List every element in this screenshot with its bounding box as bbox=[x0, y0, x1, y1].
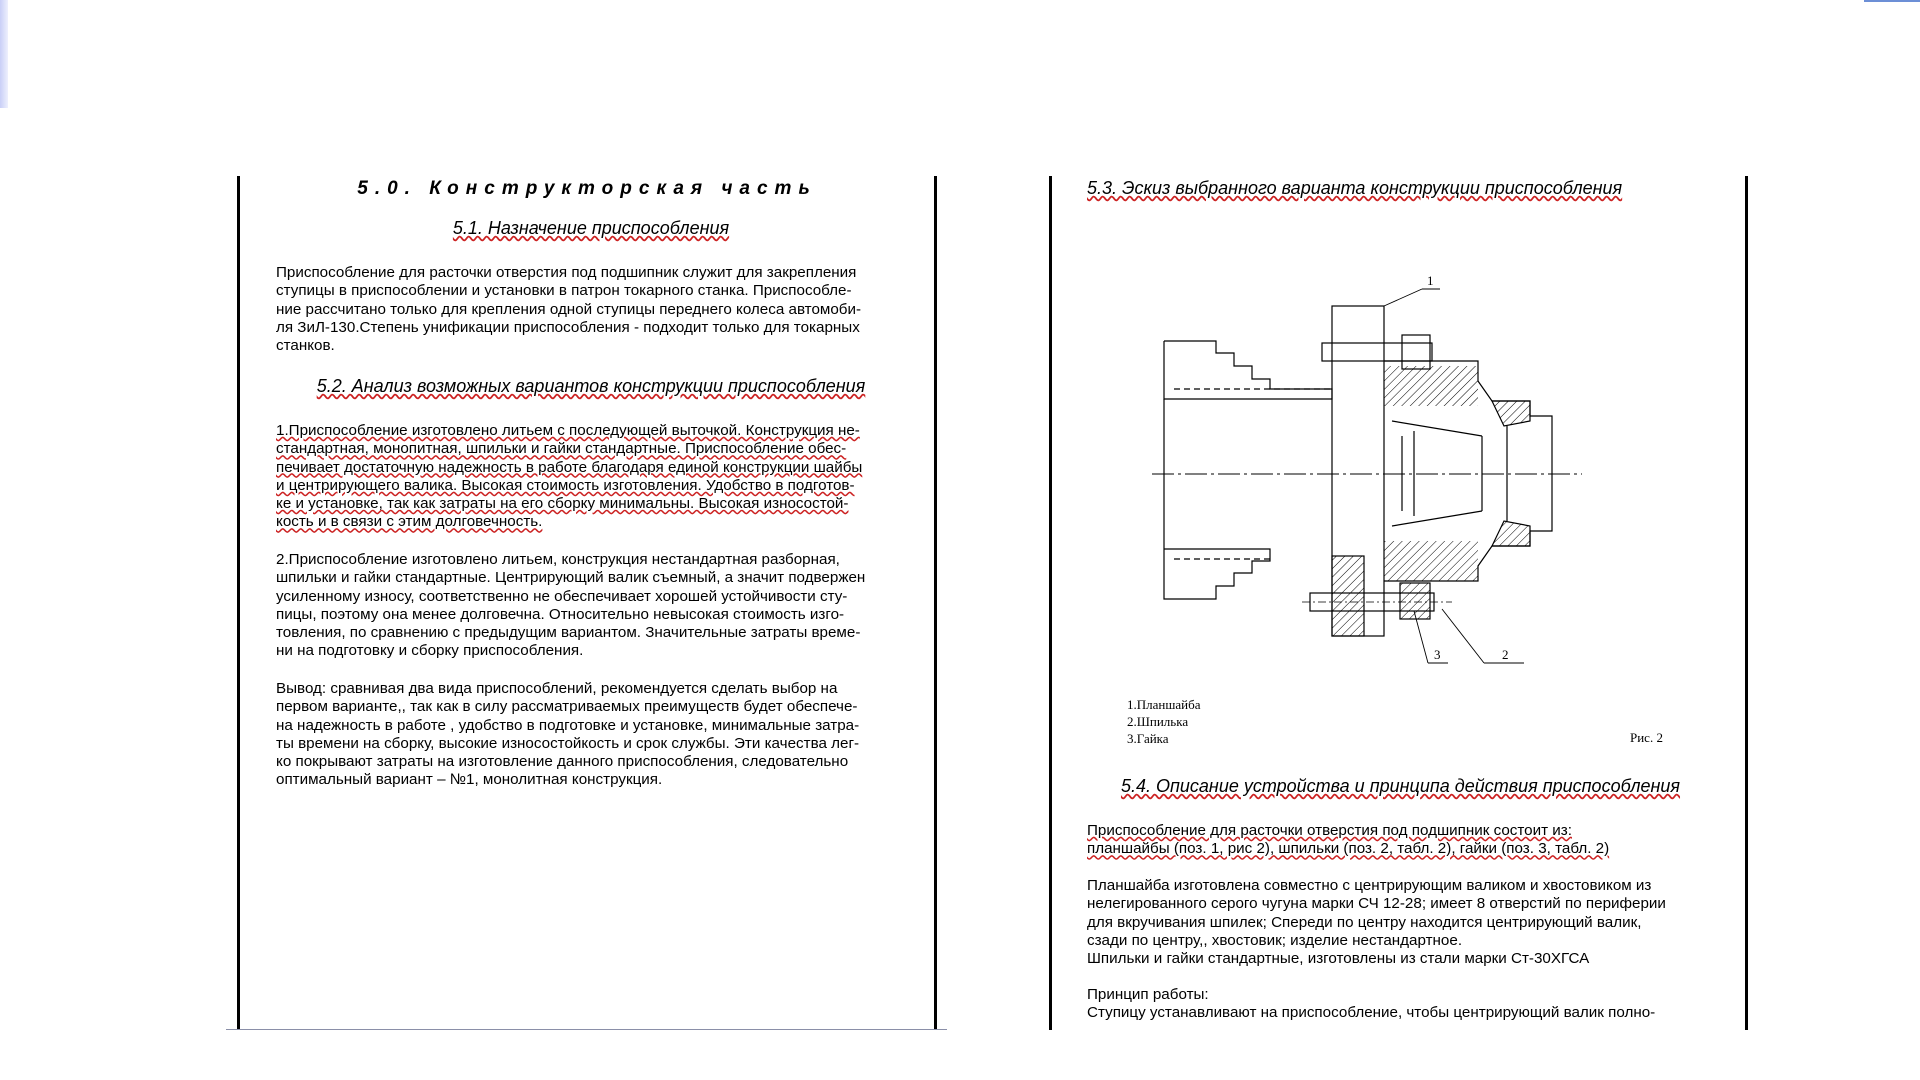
callout-1: 1 bbox=[1427, 273, 1434, 288]
drawing-legend: 1.Планшайба 2.Шпилька 3.Гайка bbox=[1127, 697, 1201, 746]
document-page-2 bbox=[1049, 176, 1748, 1030]
operating-principle: Принцип работы: Ступицу устанавливают на приспособление, чтобы центрирующий валик полно- bbox=[1087, 986, 1656, 1022]
chapter-title: 5.0. Конструкторская часть bbox=[357, 178, 817, 199]
conclusion-text: Вывод: сравнивая два вида приспособлений, рекомендуется сделать выбор на первом варианте,, так как в силу рассматриваемых преимуществ будет обеспече- на надежность в работе , удобство в подготовке и установке, минимальные затра- ты времени на сборку, высокие износостойкость и срок службы. Эти качества лег- ко покрывают затраты на изготовление данного приспособления, следовательно оптимальный вариант – №1, монолитная конструкция. bbox=[276, 680, 860, 789]
window-edge-left bbox=[0, 0, 8, 108]
variant-1-text: 1.Приспособление изготовлено литьем с последующей выточкой. Конструкция не- стандартная, монопитная, шпильки и гайки стандартные. Приспособление обес- печивает достаточную надежность в работе благодаря единой конструкции шайбы и центрирующего валика. Высокая стоимость изготовления. Удобство в подготов- ке и установке, так как затраты на его сборку минимальны. Высокая износостой- кость и в связи с этим долговечность. bbox=[276, 422, 863, 531]
document-page-1 bbox=[237, 176, 937, 1030]
figure-label: Рис. 2 bbox=[1630, 730, 1663, 745]
section-5-3-heading: 5.3. Эскиз выбранного варианта конструкции приспособления bbox=[1087, 178, 1623, 198]
section-5-2-heading: 5.2. Анализ возможных вариантов конструкции приспособления bbox=[316, 376, 866, 396]
faceplate-description: Планшайба изготовлена совместно с центрирующим валиком и хвостовиком из нелегированного серого чугуна марки СЧ 12-28; имеет 8 отверстий по периферии для вкручивания шпилек; Спереди по центру находится центрирующий валик, сзади по центру,, хвостовик; изделие нестандартное. Шпильки и гайки стандартные, изготовлены из стали марки Ст-30ХГСА bbox=[1087, 877, 1666, 968]
callout-2: 2 bbox=[1502, 647, 1509, 662]
section-5-1-text: Приспособление для расточки отверстия под подшипник служит для закрепления ступицы в приспособлении и установки в патрон токарного станка. Приспособле- ние рассчитано только для крепления одной ступицы переднего колеса автомоби- ля ЗиЛ-130.Степень унификации приспособления - подходит только для токарных станков. bbox=[276, 264, 862, 355]
section-5-4-heading: 5.4. Описание устройства и принципа действия приспособления bbox=[1120, 776, 1681, 796]
section-5-1-heading: 5.1. Назначение приспособления bbox=[452, 218, 730, 238]
composition-text: Приспособление для расточки отверстия под подшипник состоит из: планшайбы (поз. 1, рис 2), шпильки (поз. 2, табл. 2), гайки (поз. 3, табл. 2) bbox=[1087, 822, 1610, 858]
window-edge-right bbox=[1864, 0, 1920, 2]
variant-2-text: 2.Приспособление изготовлено литьем, конструкция нестандартная разборная, шпильки и гайки стандартные. Центрирующий валик съемный, а значит подвержен усиленному износу, соответственно не обеспечивает хорошей устойчивости сту- пицы, поэтому она менее долговечна. Относительно невысокая стоимость изго- товления, по сравнению с предыдущим вариантом. Значительные затраты време- ни на подготовку и сборку приспособления. bbox=[276, 551, 866, 660]
page-1-bottom-rule bbox=[226, 1029, 947, 1030]
callout-3: 3 bbox=[1434, 647, 1441, 662]
fixture-sketch-drawing bbox=[1152, 231, 1652, 731]
